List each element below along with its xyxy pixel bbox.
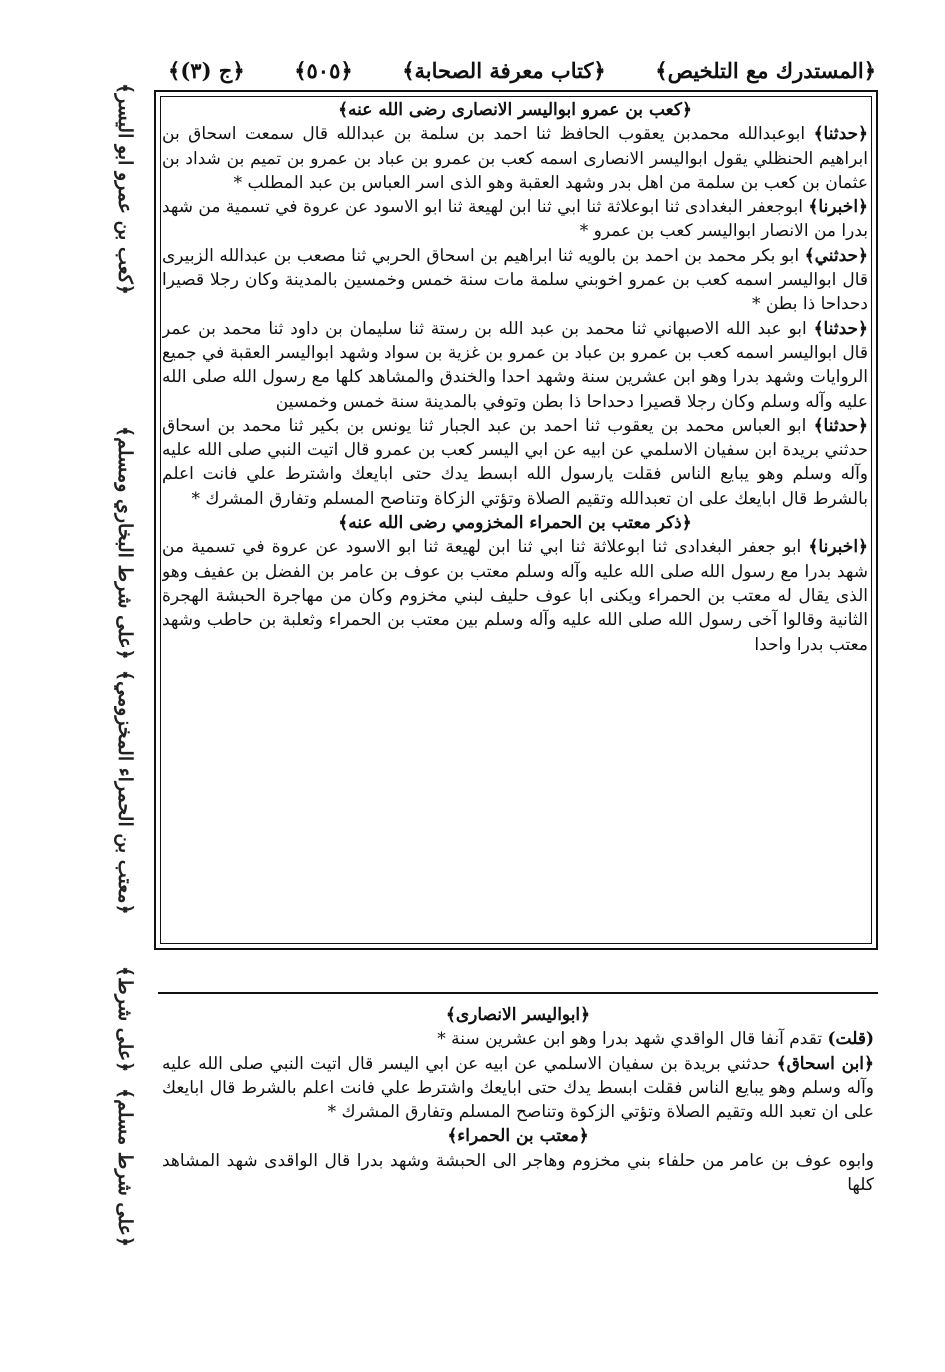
section-divider — [158, 992, 878, 994]
narration-text: ابو العباس محمد بن يعقوب ثنا احمد بن عبد الجبار ثنا يونس بن بكير ثنا محمد بن اسحاق حدثني بريدة ابن سفيان الاسلمي عن ابيه عن ابي اليسر كعب بن عمرو قال اتيت النبي صلى الله عليه وآله وسلم وهو يبايع الناس فقلت يارسول الله ابسط يدك حتى ابايعك واشترط علي فانت اعلم بالشرط قال ابايعك على ان تعبدالله وتقيم الصلاة وتؤتي الزكاة وتناصح المسلم وتفارق المشرك * — [162, 415, 868, 509]
narration-text: ابو عبد الله الاصبهاني ثنا محمد بن عبد الله بن رستة ثنا سليمان بن داود ثنا محمد بن عمر قال ابواليسر اسمه كعب بن عمرو بن عباد بن عمرو بن غزية بن سواد وشهد ابواليسر العقبة في جميع الروايات وشهد بدرا وهو ابن عشرين سنة وشهد احدا والخندق والمشاهد كلها مع رسول الله صلى الله عليه وآله وسلم وكان رجلا قصيرا دحداحا ذا بطن وتوفي بالمدينة سنة خمس وخمسين — [162, 318, 868, 412]
hadith-paragraph — [162, 195, 868, 244]
page-header — [168, 50, 876, 90]
hadith-paragraph — [162, 122, 868, 195]
summary-heading-muattib: ﴿معتب بن الحمراء﴾ — [447, 1126, 589, 1147]
hadith-paragraph — [162, 414, 868, 511]
narration-text: ابوجعفر البغدادى ثنا ابوعلاثة ثنا ابي ثنا ابن لهيعة ثنا ابو الاسود عن عروة في تسمية من شهد بدرا من الانصار ابواليسر كعب بن عمرو * — [162, 197, 868, 242]
narration-lead: ﴿حدثني﴾ — [804, 245, 868, 266]
margin-note-condition-3: ﴿على شرط مسلم﴾ — [114, 1088, 136, 1247]
narration-text: ابو بكر محمد بن احمد بن بالويه ثنا ابراهيم بن اسحاق الحربي ثنا مصعب بن عبدالله الزبيرى قال ابواليسر اسمه كعب بن عمرو اخوبني سلمة مات سنة خمس وخمسين بالمدينة وكان رجلا قصيرا دحداحا ذا بطن * — [162, 245, 868, 315]
summary-text-line: حدثني بريدة بن سفيان الاسلمي عن ابيه عن ابي اليسر قال اتيت النبي صلى الله عليه وآله وسلم وهو يبايع الناس فقلت ابسط يدك حتى ابايعك واشترط علي فانت اعلم بالشرط قال ابايعك على ان تعبد الله وتقيم الصلاة وتؤتي الزكوة وتناصح المسلم وتفارق المشرك * — [162, 1053, 874, 1123]
narration-lead: ﴿حدثنا﴾ — [813, 415, 868, 436]
margin-note-muattib: ﴿معتب بن الحمراء المخزومي﴾ — [114, 670, 136, 915]
narration-text: ابو جعفر البغدادى ثنا ابوعلاثة ثنا ابي ثنا ابن لهيعة ثنا ابو الاسود عن عروة في تسمية من شهد بدرا مع رسول الله صلى الله عليه وآله وسلم معتب بن عوف بن عامر بن الفضل بن عفيف وهو الذى يقال له معتب بن الحمراء ويكنى ابا عوف حليف لبني مخزوم وكان من مهاجرة الحبشة الهجرة الثانية وقالوا آخى رسول الله صلى الله عليه وآله وسلم بين معتب بن الحمراء وثعلبة بن حاطب وشهد معتب بدرا واحدا — [162, 537, 868, 655]
summary-text-line: وابوه عوف بن عامر من حلفاء بني مخزوم وهاجر الى الحبشة وشهد بدرا قال الواقدى شهد المشاهد كلها — [162, 1150, 874, 1196]
narration-lead: ﴿اخبرنا﴾ — [808, 197, 868, 218]
hadith-paragraph — [162, 317, 868, 414]
margin-note-kaab: ﴿كعب بن عمرو ابو اليسر﴾ — [114, 83, 136, 295]
summary-text — [162, 1003, 874, 1265]
narration-lead: ﴿اخبرنا﴾ — [808, 537, 868, 558]
narration-text: ابوعبدالله محمدبن يعقوب الحافظ ثنا احمد بن سلمة بن عبدالله قال سمعت اسحاق بن ابراهيم الحنظلي يقول ابواليسر الانصارى اسمه كعب بن عمرو بن عباد بن عمرو بن تميم بن شداد بن عثمان بن كعب بن سلمة من اهل بدر وشهد العقبة وهو الذى اسر العباس بن عبد المطلب * — [162, 124, 868, 193]
book-title: ﴿المستدرك مع التلخيص﴾ — [655, 57, 876, 83]
summary-heading-abu-al-yusr: ﴿ابواليسر الانصارى﴾ — [445, 1005, 591, 1025]
margin-note-condition-2: ﴿على شرط﴾ — [114, 965, 136, 1072]
summary-lead: ﴿ابن اسحاق﴾ — [776, 1053, 874, 1074]
summary-paragraph — [162, 1149, 874, 1198]
main-text — [162, 98, 868, 944]
summary-lead: (قلت) — [827, 1029, 874, 1050]
hadith-paragraph — [162, 244, 868, 317]
volume-number: ﴿ج (٣)﴾ — [168, 57, 245, 83]
summary-text-line: تقدم آنفا قال الواقدي شهد بدرا وهو ابن عشرين سنة * — [437, 1029, 828, 1050]
summary-paragraph — [162, 1052, 874, 1125]
narration-lead: ﴿حدثنا﴾ — [813, 318, 868, 339]
narration-lead: ﴿حدثنا﴾ — [813, 124, 868, 145]
heading-muattib: ﴿ذكر معتب بن الحمراء المخزومي رضى الله عنه﴾ — [338, 513, 692, 534]
hadith-paragraph — [162, 535, 868, 656]
heading-kaab: ﴿كعب بن عمرو ابواليسر الانصارى رضى الله عنه﴾ — [338, 100, 692, 120]
summary-paragraph — [162, 1027, 874, 1051]
margin-note-condition: ﴿على شرط البخاري ومسلم﴾ — [114, 426, 136, 660]
section-title: ﴿كتاب معرفة الصحابة﴾ — [402, 57, 606, 83]
page-number: ﴿٥٠٥﴾ — [294, 57, 353, 83]
